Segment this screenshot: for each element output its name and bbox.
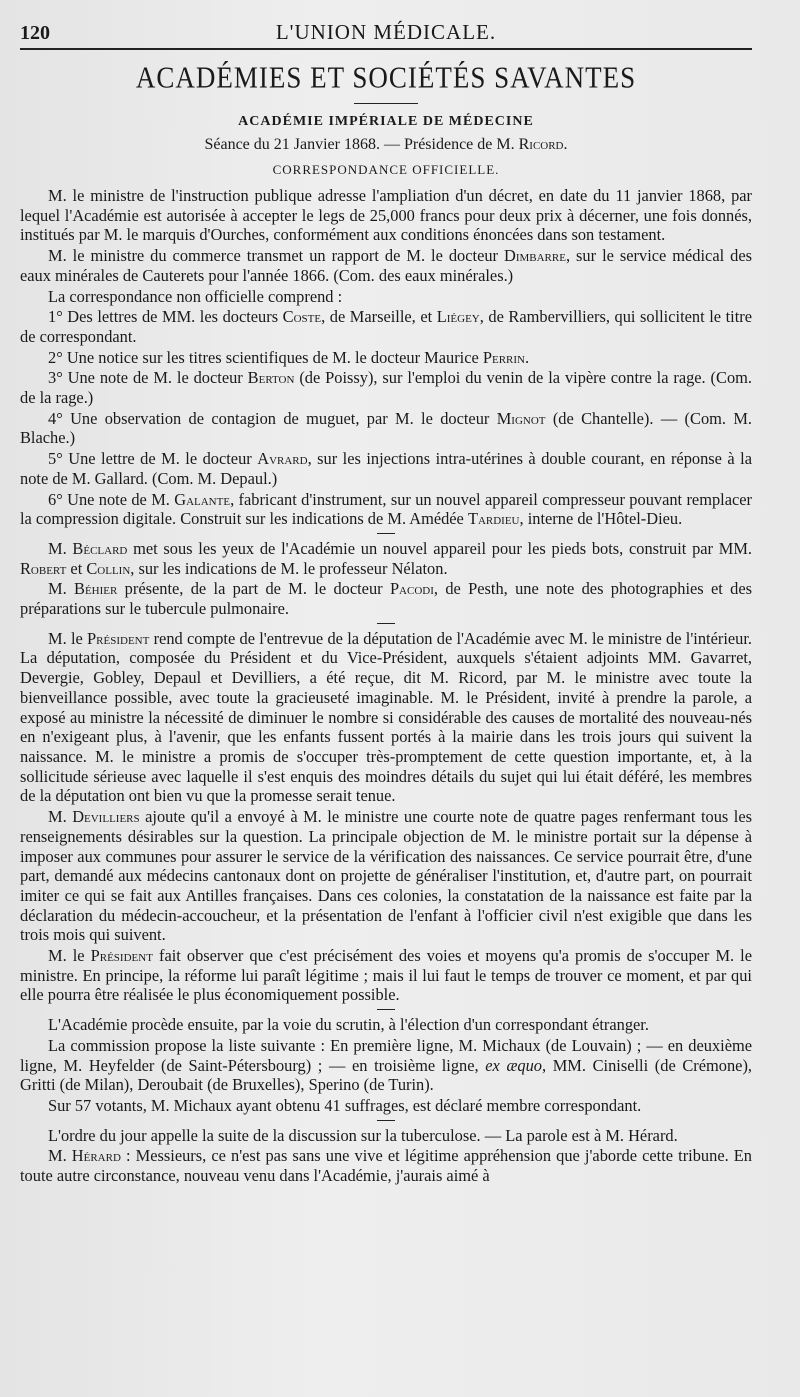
paragraph: Sur 57 votants, M. Michaux ayant obtenu 41 suffrages, est déclaré membre correspondant. — [48, 1095, 642, 1115]
list-item: 4° Une observation de contagion de muguet, par M. le docteur Mignot (de Chantelle). — (Com. M. Blache.) — [20, 408, 752, 448]
president-name: Ricord — [518, 136, 564, 153]
paragraph: M. le Président rend compte de l'entrevue de la députation de l'Académie avec M. le ministre de l'intérieur. La députation, composée du Président et du Vice-Président, auxquels s'étaient adjoints MM. Gavarret, Devergie, Gobley, Depaul et Devilliers, a été reçue, dit M. Ricord, par M. le ministre avec toute la bienveillance possible, avec toute la gracieuseté imaginable. M. le Président, invité à prendre la parole, a exposé au ministre la nécessité de diminuer le nombre si considérable des causes de mortalité des nouveau-nés en n'exigeant plus, à l'avenir, que les enfants fussent portés à la mairie dans les trois jours qui suivent la naissance. M. le ministre a promis de s'occuper très-promptement de cette question importante, et, à la sollicitude sérieuse avec laquelle il s'est enquis des moindres détails du sujet qui lui était déféré, les membres de la députation ont bien vu que la promesse serait tenue. — [20, 628, 752, 806]
title-rule — [354, 103, 418, 104]
journal-title: L'UNION MÉDICALE. — [275, 20, 497, 44]
list-item: 5° Une lettre de M. le docteur Avrard, sur les injections intra-utérines à double courant, en réponse à la note de M. Gallard. (Com. M. Depaul.) — [20, 449, 753, 488]
separator — [377, 1120, 395, 1121]
page-number: 120 — [20, 22, 50, 44]
list-item: 6° Une note de M. Galante, fabricant d'instrument, sur un nouvel appareil compresseur pouvant remplacer la compression digitale. Construit sur les indications de M. Amédée Tardieu, interne de l'Hôtel-Dieu. — [20, 489, 752, 529]
paragraph: M. le ministre du commerce transmet un rapport de M. le docteur Dimbarre, sur le service médical des eaux minérales de Cauterets pour l'année 1866. (Com. des eaux minérales.) — [20, 246, 753, 285]
paragraph: M. Hérard : Messieurs, ce n'est pas sans une vive et légitime appréhension que j'aborde cette tribune. En toute autre circonstance, nouveau venu dans l'Académie, j'aurais aimé à — [20, 1146, 753, 1186]
header-rule — [20, 48, 752, 50]
section-title: ACADÉMIES ET SOCIÉTÉS SAVANTES — [135, 59, 637, 95]
list-item: 2° Une notice sur les titres scientifiques de M. le docteur Maurice Perrin. — [48, 347, 530, 367]
paragraph: M. le ministre de l'instruction publique adresse l'ampliation d'un décret, en date du 11 janvier 1868, par lequel l'Académie est autorisée à accepter le legs de 25,000 francs pour deux prix à décerner, une fois donnés, institués par M. le marquis d'Ourches, conformément aux conditions énoncées dans son testament. — [20, 186, 752, 245]
article-body — [20, 186, 752, 1186]
session-line: Séance du 21 Janvier 1868. — Présidence de M. Ricord. — [204, 136, 568, 153]
paragraph: M. Béclard met sous les yeux de l'Académie un nouvel appareil pour les pieds bots, construit par MM. Robert et Collin, sur les indications de M. le professeur Nélaton. — [20, 538, 752, 578]
list-item: 1° Des lettres de MM. les docteurs Coste, de Marseille, et Liégey, de Rambervilliers, qui sollicitent le titre de correspondant. — [20, 307, 752, 346]
running-head — [20, 0, 752, 48]
correspondence-heading: CORRESPONDANCE OFFICIELLE. — [272, 162, 500, 177]
list-item: 3° Une note de M. le docteur Berton (de Poissy), sur l'emploi du venin de la vipère contre la rage. (Com. de la rage.) — [20, 368, 752, 408]
paragraph: M. le Président fait observer que c'est précisément des voies et moyens qu'a promis de s'occuper M. le ministre. En principe, la réforme lui paraît légitime ; mais il lui faut le temps de trouver ce moment, et par qui elle pourra être réalisée le plus économiquement possible. — [20, 946, 753, 1005]
separator — [377, 1009, 395, 1010]
paragraph: L'Académie procède ensuite, par la voie du scrutin, à l'élection d'un correspondant étranger. — [48, 1015, 649, 1035]
paragraph: La correspondance non officielle comprend : — [48, 286, 343, 306]
paragraph: La commission propose la liste suivante : En première ligne, M. Michaux (de Louvain) ; — en deuxième ligne, M. Heyfelder (de Saint-Pétersbourg) ; — en troisième ligne, ex æquo, MM. Ciniselli (de Crémone), Gritti (de Milan), Deroubait (de Bruxelles), Sperino (de Turin). — [20, 1035, 752, 1095]
paragraph: L'ordre du jour appelle la suite de la discussion sur la tuberculose. — La parole est à M. Hérard. — [48, 1125, 678, 1145]
paragraph: M. Devilliers ajoute qu'il a envoyé à M. le ministre une courte note de quatre pages renfermant tous les renseignements désirables sur la question. La principale objection de M. le ministre portait sur la dépense à imposer aux communes pour assurer le service de la vérification des naissances. Ce service pourrait être, d'une part, demandé aux médecins cantonaux dont on projette de généraliser l'institution, et, d'autre part, on pourrait imiter ce qui se fait aux Antilles françaises. Dans ces colonies, la constatation de la naissance est faite par la déclaration du médecin-accoucheur, et la présentation de l'enfant à l'officier civil n'est exigible que dans les trois mois qui suivent. — [20, 807, 752, 945]
paragraph: M. Béhier présente, de la part de M. le docteur Pacodi, de Pesth, une note des photographies et des préparations sur le tubercule pulmonaire. — [20, 579, 752, 619]
separator — [377, 623, 395, 624]
academy-name: ACADÉMIE IMPÉRIALE DE MÉDECINE — [238, 114, 534, 129]
separator — [377, 533, 395, 534]
